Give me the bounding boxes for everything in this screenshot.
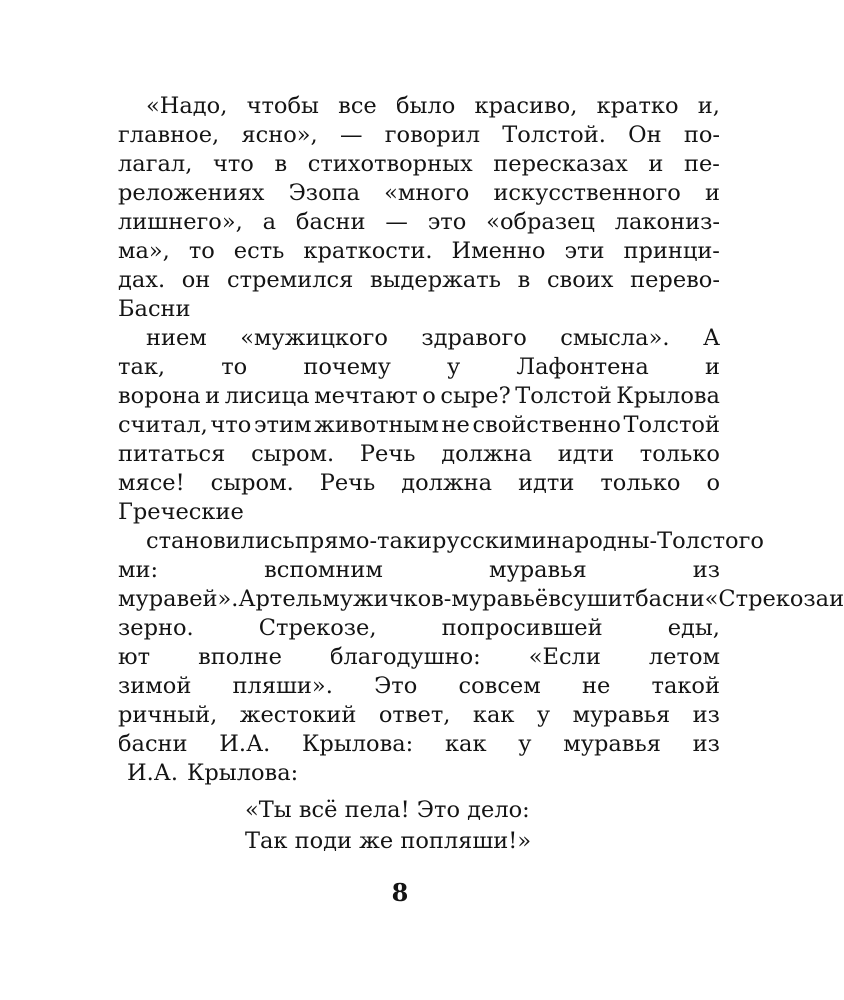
text-line: главное, ясно», — говорил Толстой. Он по- (118, 122, 720, 148)
text-line: ма», то есть краткости. Именно эти принци- (118, 238, 720, 264)
text-line: ричный, жестокий ответ, как у муравья из (118, 702, 720, 728)
text-line: питаться сыром. Речь должна идти только (118, 441, 720, 467)
body-text (118, 92, 844, 788)
text-line: зерно. Стрекозе, попросившей еды, (118, 615, 720, 641)
text-line: зимой пляши». Это совсем не такой (118, 673, 720, 699)
text-line: ми: вспомним муравья из (118, 557, 720, 583)
text-line: нием «мужицкого здравого смысла». А (146, 325, 720, 351)
verse-quote (245, 795, 605, 857)
text-line: муравей». Артель мужичков-муравьёв сушит басни «Стрекоза и (118, 586, 844, 612)
page-number: 8 (391, 878, 409, 907)
text-line: так, то почему у Лафонтена и (118, 354, 720, 380)
text-line: ют вполне благодушно: «Если летом (118, 644, 720, 670)
text-line: И.А. Крылова: (127, 760, 299, 786)
text-line: ворона и лисица мечтают о сыре? Толстой Крылова (118, 383, 720, 409)
text-line: лагал, что в стихотворных пересказах и пе- (118, 151, 720, 177)
text-line: реложениях Эзопа «много искусственного и (118, 180, 720, 206)
text-line: басни И.А. Крылова: как у муравья из (118, 731, 720, 757)
text-line: дах. он стремился выдержать в своих перево- (118, 267, 720, 293)
text-line: лишнего», а басни — это «образец лакониз- (118, 209, 720, 235)
text-line: «Надо, чтобы все было красиво, кратко и, (146, 93, 720, 119)
text-line: Греческие (118, 499, 244, 525)
text-line: считал, что этим животным не свойственно Толстой (118, 412, 720, 438)
text-line: Басни (118, 296, 191, 322)
text-line: мясе! сыром. Речь должна идти только о (118, 470, 720, 496)
verse-line: Так поди же попляши!» (245, 828, 532, 854)
verse-line: «Ты всё пела! Это дело: (245, 797, 530, 823)
text-line: становились прямо-таки русскими народны- Толстого (146, 528, 764, 554)
